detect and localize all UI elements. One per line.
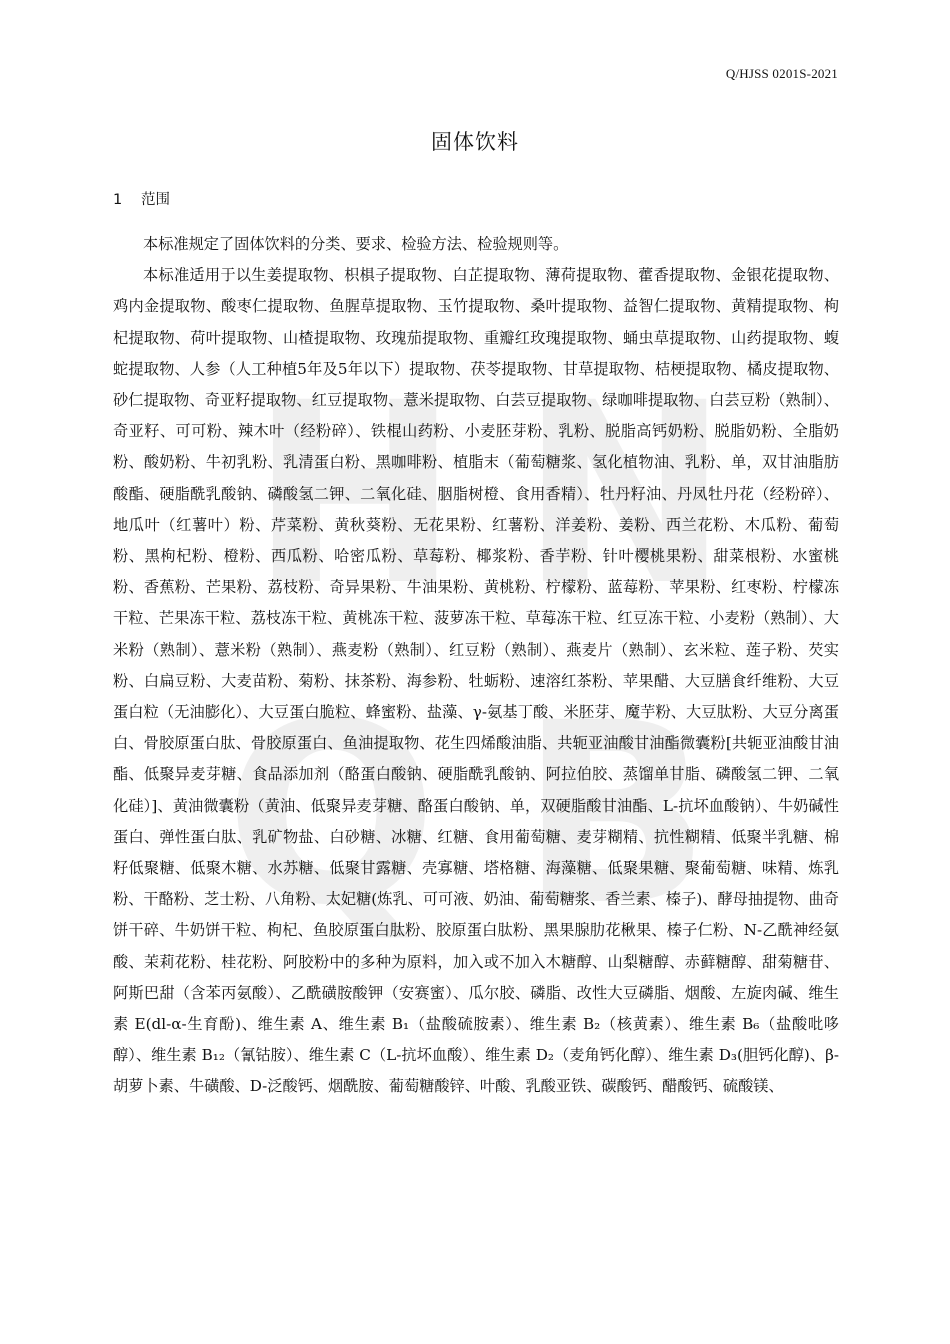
document-title: 固体饮料 (431, 130, 519, 154)
watermark-letter-3: Q (225, 669, 438, 960)
section-body (113, 229, 839, 1103)
watermark-letter-1: H (250, 349, 460, 640)
section-title: 范围 (141, 192, 170, 208)
standard-code: Q/HJSS 0201S-2021 (725, 66, 838, 81)
scope-paragraph-2: 本标准适用于以生姜提取物、枳椇子提取物、白芷提取物、薄荷提取物、藿香提取物、金银花提取物、鸡内金提取物、酸枣仁提取物、鱼腥草提取物、玉竹提取物、桑叶提取物、益智仁提取物、黄精提取物、枸杞提取物、荷叶提取物、山楂提取物、玫瑰茄提取物、重瓣红玫瑰提取物、蛹虫草提取物、山药提取物、蝮蛇提取物、人参（人工种植5年及5年以下）提取物、茯苓提取物、甘草提取物、桔梗提取物、橘皮提取物、砂仁提取物、奇亚籽提取物、红豆提取物、薏米提取物、白芸豆提取物、绿咖啡提取物、白芸豆粉（熟制）、奇亚籽、可可粉、辣木叶（经粉碎）、铁棍山药粉、小麦胚芽粉、乳粉、脱脂高钙奶粉、脱脂奶粉、全脂奶粉、酸奶粉、牛初乳粉、乳清蛋白粉、黑咖啡粉、植脂末（葡萄糖浆、氢化植物油、乳粉、单，双甘油脂肪酸酯、硬脂酰乳酸钠、磷酸氢二钾、二氧化硅、胭脂树橙、食用香精）、牡丹籽油、丹凤牡丹花（经粉碎）、地瓜叶（红薯叶）粉、芹菜粉、黄秋葵粉、无花果粉、红薯粉、洋姜粉、姜粉、西兰花粉、木瓜粉、葡萄粉、黑枸杞粉、橙粉、西瓜粉、哈密瓜粉、草莓粉、椰浆粉、香芋粉、针叶樱桃果粉、甜菜根粉、水蜜桃粉、香蕉粉、芒果粉、荔枝粉、奇异果粉、牛油果粉、黄桃粉、柠檬粉、蓝莓粉、苹果粉、红枣粉、柠檬冻干粒、芒果冻干粒、荔枝冻干粒、黄桃冻干粒、菠萝冻干粒、草莓冻干粒、红豆冻干粒、小麦粉（熟制）、大米粉（熟制）、薏米粉（熟制）、燕麦粉（熟制）、红豆粉（熟制）、燕麦片（熟制）、玄米粒、莲子粉、芡实粉、白扁豆粉、大麦苗粉、菊粉、抹茶粉、海参粉、牡蛎粉、速溶红茶粉、苹果醋、大豆膳食纤维粉、大豆蛋白粒（无油膨化）、大豆蛋白脆粒、蜂蜜粉、盐藻、γ-氨基丁酸、米胚芽、魔芋粉、大豆肽粉、大豆分离蛋白、骨胶原蛋白肽、骨胶原蛋白、鱼油提取物、花生四烯酸油脂、共轭亚油酸甘油酯微囊粉[共轭亚油酸甘油酯、低聚异麦芽糖、食品添加剂（酪蛋白酸钠、硬脂酰乳酸钠、阿拉伯胶、蒸馏单甘脂、磷酸氢二钾、二氧化硅）]、黄油微囊粉（黄油、低聚异麦芽糖、酪蛋白酸钠、单，双硬脂酸甘油酯、L-抗坏血酸钠）、牛奶碱性蛋白、弹性蛋白肽、乳矿物盐、白砂糖、冰糖、红糖、食用葡萄糖、麦芽糊精、抗性糊精、低聚半乳糖、棉籽低聚糖、低聚木糖、水苏糖、低聚甘露糖、壳寡糖、塔格糖、海藻糖、低聚果糖、聚葡萄糖、味精、炼乳粉、干酪粉、芝士粉、八角粉、太妃糖(炼乳、可可液、奶油、葡萄糖浆、香兰素、榛子)、酵母抽提物、曲奇饼干碎、牛奶饼干粒、枸杞、鱼胶原蛋白肽粉、胶原蛋白肽粉、黑果腺肋花楸果、榛子仁粉、N-乙酰神经氨酸、茉莉花粉、桂花粉、阿胶粉中的多种为原料，加入或不加入木糖醇、山梨糖醇、赤藓糖醇、甜菊糖苷、阿斯巴甜（含苯丙氨酸）、乙酰磺胺酸钾（安赛蜜）、瓜尔胶、磷脂、改性大豆磷脂、烟酸、左旋肉碱、维生素 E(dl-α-生育酚)、维生素 A、维生素 B₁（盐酸硫胺素）、维生素 B₂（核黄素）、维生素 B₆（盐酸吡哆醇）、维生素 B₁₂（氰钴胺）、维生素 C（L-抗坏血酸）、维生素 D₂（麦角钙化醇）、维生素 D₃(胆钙化醇)、β-胡萝卜素、牛磺酸、D-泛酸钙、烟酰胺、葡萄糖酸锌、叶酸、乳酸亚铁、碳酸钙、醋酸钙、硫酸镁、 (113, 266, 839, 1096)
section-heading (113, 188, 170, 209)
scope-paragraph-1: 本标准规定了固体饮料的分类、要求、检验方法、检验规则等。 (143, 235, 569, 253)
watermark-letter-4: B (520, 669, 711, 960)
watermark-letter-2: N (520, 349, 730, 640)
section-number: 1 (113, 192, 123, 208)
